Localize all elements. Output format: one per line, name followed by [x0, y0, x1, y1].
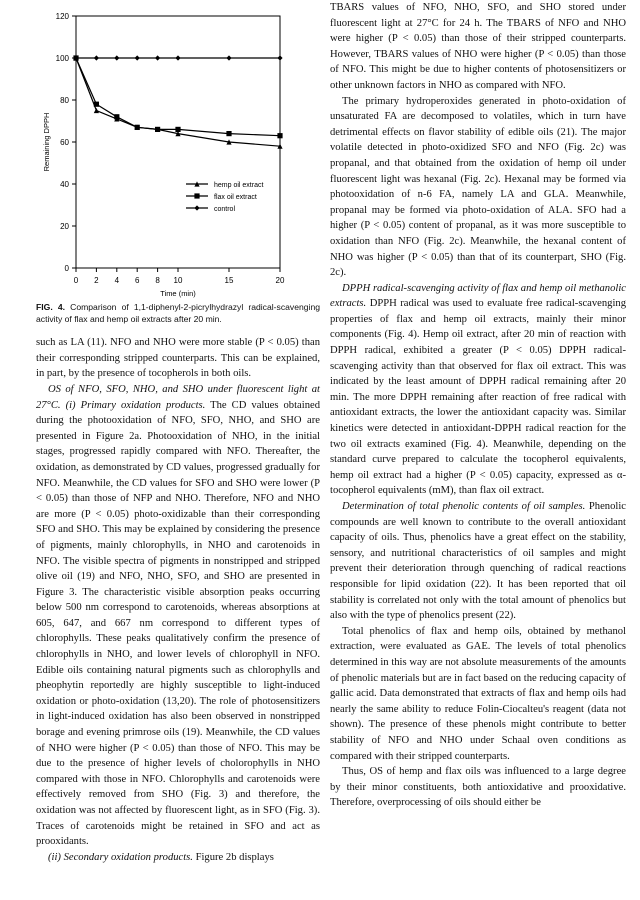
data-point — [277, 55, 282, 60]
x-tick-label: 20 — [275, 276, 285, 285]
y-tick-label: 20 — [60, 222, 69, 231]
figure-4 — [36, 0, 320, 300]
right-column — [330, 0, 626, 811]
legend-label: hemp oil extract — [214, 182, 264, 189]
paragraph-text: DPPH radical was used to evaluate free radical-scavenging properties of flax and hemp oil extracts, mainly their minor components (Fig. 4). Hemp oil extract, after 20 min of reaction with DPPH radical, exhibited a greater (P < 0.05) DPPH radical-scavenging activity than that observed for flax oil extract. This was indicated by the least amount of DPPH radical remaining after 20 min. The more DPPH remaining after reaction of free radical with antioxidant extracts, the lower the antioxidant capacity was. Similar kinetics were detected in antioxidant-DPPH radical reaction for the two oil extracts examined (Fig. 4). Meanwhile, depending on the standard curve prepared to calculate the tocopherol equivalents, hemp oil extract had a higher (P < 0.05) capacity, expressed as α-tocopherol equivalents (mM), than flax oil extract. — [330, 298, 626, 497]
data-point — [114, 55, 119, 60]
data-point — [175, 55, 180, 60]
data-point — [135, 55, 140, 60]
dpph-line-chart — [36, 0, 320, 300]
data-point — [135, 125, 140, 130]
paragraph-text: Phenolic compounds are well known to contribute to the overall antioxidant capacity of oils. Thus, phenolics have a great effect on the stability, sensory, and nutritional characteristics of oil samples and might prevent their deterioration through quenching of radical reactions responsible for lipid oxidation (22). It has been reported that oil stability is correlated not only with the total amount of phenolics but also with the type of phenolics present (22). — [330, 501, 626, 622]
x-tick-label: 8 — [155, 276, 160, 285]
data-point — [175, 127, 180, 132]
paragraph — [330, 281, 626, 499]
paragraph: Thus, OS of hemp and flax oils was influenced to a large degree by their minor constituents, both antioxidative and prooxidative. Therefore, overprocessing of oils should either be — [330, 766, 626, 809]
x-axis-label: Time (min) — [160, 289, 196, 298]
series-line — [76, 58, 280, 136]
y-tick-label: 100 — [55, 54, 69, 63]
legend-marker — [194, 205, 199, 210]
paragraph: Total phenolics of flax and hemp oils, obtained by methanol extraction, were evaluated as GAE. The levels of total phenolics determined in this way are not absolute measurements of the amounts of phenolic materials but are in fact based on the reducing capacity of gallic acid. Data demonstrated that extracts of flax and hemp oils had nearly the same ability to reduce Folin-Ciocalteu's reagent (data not shown). The presence of these phenols might contribute to better stability of NFO and NHO under Schaal oven conditions as compared with their stripped counterparts. — [330, 625, 626, 762]
y-tick-label: 0 — [64, 264, 69, 273]
x-tick-label: 2 — [94, 276, 99, 285]
y-tick-label: 120 — [55, 12, 69, 21]
paragraph: such as LA (11). NFO and NHO were more stable (P < 0.05) than their corresponding stripped counterparts. This can be explained, in part, by the presence of tocopherols in both oils. — [36, 337, 320, 380]
x-tick-label: 0 — [73, 276, 79, 285]
legend-label: flax oil extract — [214, 194, 257, 201]
section-subheading: Determination of total phenolic contents of oil samples. — [342, 501, 586, 512]
paragraph: TBARS values of NFO, NHO, SFO, and SHO stored under fluorescent light at 27°C for 24 h. The TBARS of NFO and NHO were higher (P < 0.05) than those of their stripped counterparts. However, TBARS values of NHO were higher (P < 0.05) than those of NFO. This might be due to higher contents of photosensitizers or other unknown factors in NHO as compared with NFO. — [330, 2, 626, 91]
data-point — [226, 55, 231, 60]
legend-label: control — [214, 206, 236, 213]
paragraph — [36, 850, 320, 866]
data-point — [114, 114, 119, 119]
data-point — [94, 102, 99, 107]
section-subheading: DPPH radical-scavenging activity of flax and hemp oil methanolic extracts. — [330, 282, 626, 310]
x-tick-label: 10 — [173, 276, 183, 285]
data-point — [155, 127, 160, 132]
paragraph: The primary hydroperoxides generated in photo-oxidation of unsaturated FA are decomposed to volatiles, which in turn have detrimental effects on flavor stability of edible oils (21). The major volatile detected in photo-oxidized SFO and NFO (Fig. 2c) was propanal, and that obtained from the oxidation of hemp oil under fluorescent light was hexanal (Fig. 2c). Hexanal may be formed via photooxidation of n-6 FA, namely LA and GLA. Meanwhile, propanal may be formed via photo-oxidation of ALA. SFO had a higher (P < 0.05) content of propanal, as it was more susceptible to oxidation than NFO (Fig. 2c). Meanwhile, the hexanal content of NHO was higher (P < 0.05) than that of its counterpart, SHO (Fig. 2c). — [330, 95, 626, 279]
x-tick-label: 4 — [114, 276, 120, 285]
paragraph — [36, 382, 320, 850]
paragraph-text: The CD values obtained during the photooxidation of NFO, SFO, NHO, and SHO are presented in Figure 2a. Photooxidation of NHO, in the initial stages, progressed rapidly compared with NFO. Thereafter, the oxidation, as demonstrated by CD values, progressed gradually for NFO. Meanwhile, the CD values for SFO and SHO were lower (P < 0.05) than those of NFP and NHO. Therefore, NFO and NHO are more (P < 0.05) photo-oxidizable than their corresponding SFO and SHO. This may be explained by considering the presence of pigments, mainly chlorophylls, in NHO and carotenoids in NFO. The visible spectra of pigments in nonstripped and stripped olive oil (19) and NFO, NHO, SFO, and SHO are presented in Figure 3. The characteristic visible absorption peaks occurring below 500 nm correspond to carotenoids, whereas absorptions at 605, 647, and 667 nm correspond to different types of chlorophylls. These peaks qualitatively confirm the presence of chlorophylls in NHO, and lower levels of chlorophyll in NFO. Edible oils containing natural pigments such as chlorophylls and pheophytin reportedly are highly susceptible to light-induced oxidation or photo-oxidation (13,20). The role of photosensitizers in light-induced oxidation has also been observed in nonstripped borage and evening primrose oils (19). Meanwhile, the CD values of NHO were higher (P < 0.05) than those of NFO. This may be due to the presence of higher levels of cholorophylls in NHO compared with those in NFO. Chlorophylls and carotenoids were effectively removed from SHO (Fig. 3) and therefore, the oxidation was not affected by fluorescent light, as in SFO (Fig. 3). Traces of carotenoids might be retained in SFO and act as prooxidants. — [36, 399, 320, 848]
paragraph-text: Figure 2b displays — [192, 851, 274, 863]
y-tick-label: 40 — [60, 180, 69, 189]
figure-caption-text: Comparison of 1,1-diphenyl-2-picrylhydrazyl radical-scavenging activity of flax and hemp oil extracts after 20 min. — [36, 302, 321, 324]
figure-label: FIG. 4. — [36, 302, 65, 312]
data-point — [277, 133, 282, 138]
data-point — [226, 131, 231, 136]
legend-marker — [194, 193, 199, 198]
y-tick-label: 60 — [60, 138, 69, 147]
x-tick-label: 15 — [224, 276, 234, 285]
paragraph — [330, 499, 626, 624]
left-column — [36, 0, 320, 865]
x-tick-label: 6 — [134, 276, 140, 285]
figure-caption — [36, 302, 320, 325]
y-tick-label: 80 — [60, 96, 69, 105]
data-point — [94, 108, 99, 113]
section-subheading: OS of NFO, SFO, NHO, and SHO under fluorescent light at 27°C. (i) Primary oxidation products. — [36, 383, 320, 411]
data-point — [94, 55, 99, 60]
data-point — [155, 55, 160, 60]
section-subheading: (ii) Secondary oxidation products. — [48, 851, 193, 863]
y-axis-label: Remaining DPPH — [42, 112, 51, 172]
plot-frame — [76, 16, 280, 268]
